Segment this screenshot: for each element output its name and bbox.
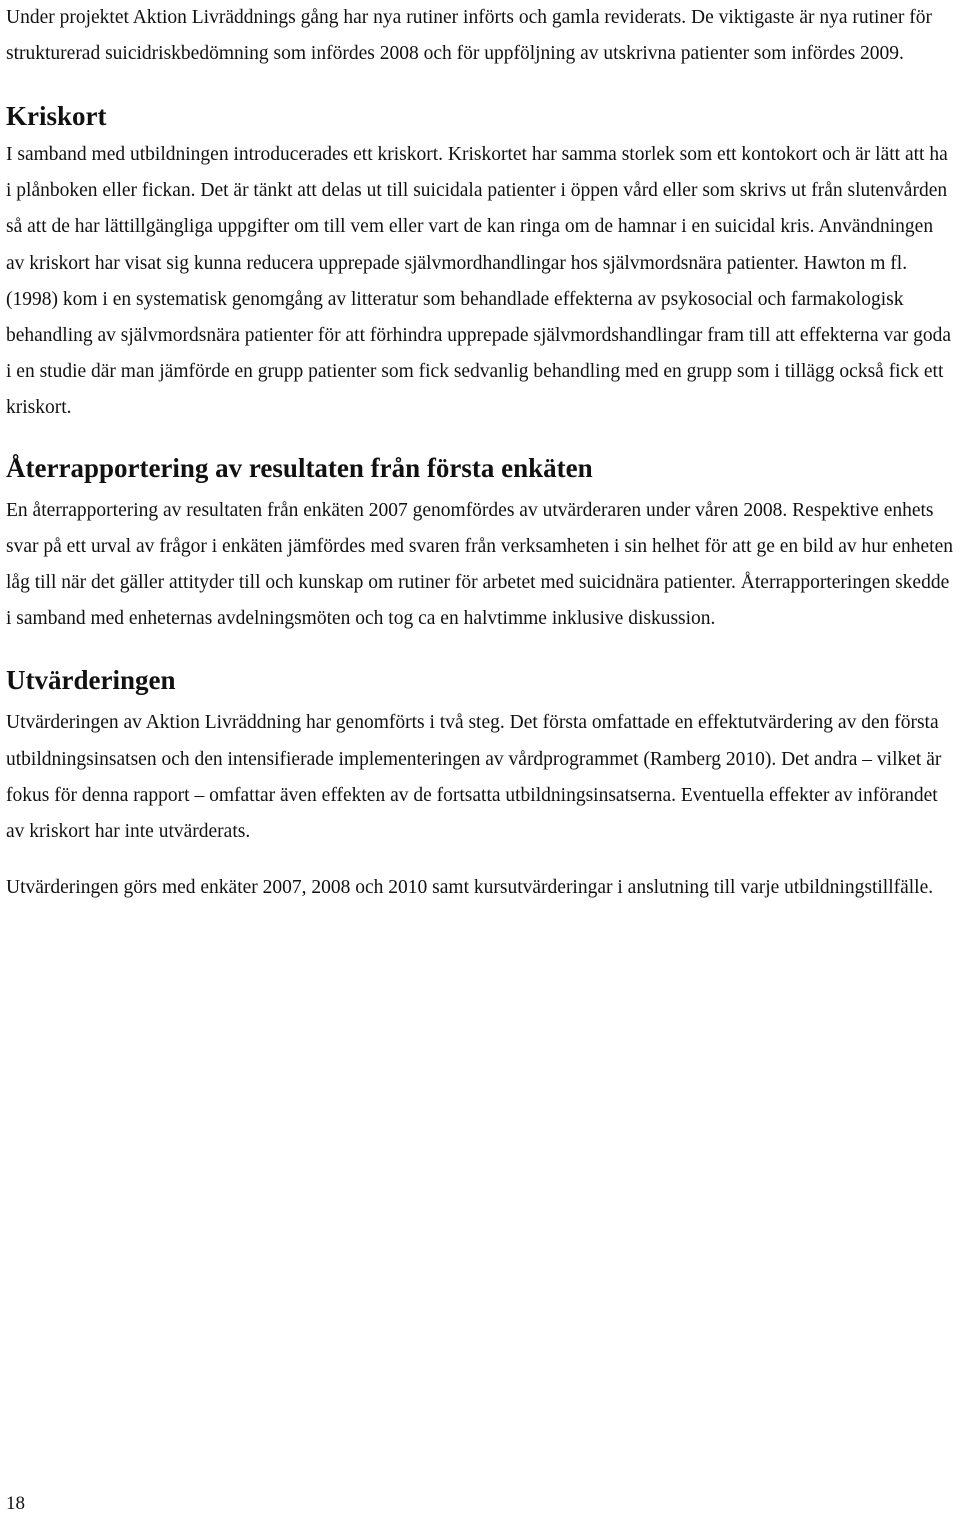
utvarderingen-paragraph-1: Utvärderingen av Aktion Livräddning har genomförts i två steg. Det första omfattade en effektutvärdering av den första utbildningsinsatsen och den intensifierade implementeringen av vårdprogrammet (Ramberg 2010). Det andra – vilket är fokus för denna rapport – omfattar även effekten av de fortsatta utbildningsinsatserna. Eventuella effekter av införandet av kriskort har inte utvärderats.	[6, 712, 942, 843]
intro-paragraph: Under projektet Aktion Livräddnings gång har nya rutiner införts och gamla reviderats. De viktigaste är nya rutiner för strukturerad suicidriskbedömning som infördes 2008 och för uppföljning av utskrivna patienter som infördes 2009.	[6, 7, 932, 64]
section-aterrapportering	[6, 451, 956, 638]
page-number: 18	[6, 1493, 25, 1514]
document-page	[6, 0, 956, 906]
heading-kriskort: Kriskort	[6, 101, 107, 131]
utvarderingen-paragraph-2: Utvärderingen görs med enkäter 2007, 2008 och 2010 samt kursutvärderingar i anslutning till varje utbildningstillfälle.	[6, 877, 934, 899]
kriskort-paragraph: I samband med utbildningen introducerades ett kriskort. Kriskortet har samma storlek som ett kontokort och är lätt att ha i plånboken eller fickan. Det är tänkt att delas ut till suicidala patienter i öppen vård eller som skrivs ut från slutenvården så att de har lättillgängliga uppgifter om till vem eller vart de kan ringa om de hamnar i en suicidal kris. Användningen av kriskort har visat sig kunna reducera upprepade självmordhandlingar hos självmordsnära patienter. Hawton m fl. (1998) kom i en systematisk genomgång av litteratur som behandlade effekterna av psykosocial och farmakologisk behandling av självmordsnära patienter för att förhindra upprepade självmordshandlingar fram till att effekterna var goda i en studie där man jämförde en grupp patienter som fick sedvanlig behandling med en grupp som i tillägg också fick ett kriskort.	[6, 144, 952, 419]
heading-utvarderingen: Utvärderingen	[6, 665, 176, 696]
heading-aterrapportering: Återrapportering av resultaten från första enkäten	[6, 452, 593, 483]
section-kriskort	[6, 99, 956, 427]
aterrapportering-paragraph: En återrapportering av resultaten från enkäten 2007 genomfördes av utvärderaren under våren 2008. Respektive enhets svar på ett urval av frågor i enkäten jämfördes med svaren från verksamheten i sin helhet för att ge en bild av hur enheten låg till när det gäller attityder till och kunskap om rutiner för arbetet med suicidnära patienter. Återrapporteringen skedde i samband med enheternas avdelningsmöten och tog ca en halvtimme inklusive diskussion.	[6, 499, 954, 630]
section-utvarderingen	[6, 663, 956, 906]
